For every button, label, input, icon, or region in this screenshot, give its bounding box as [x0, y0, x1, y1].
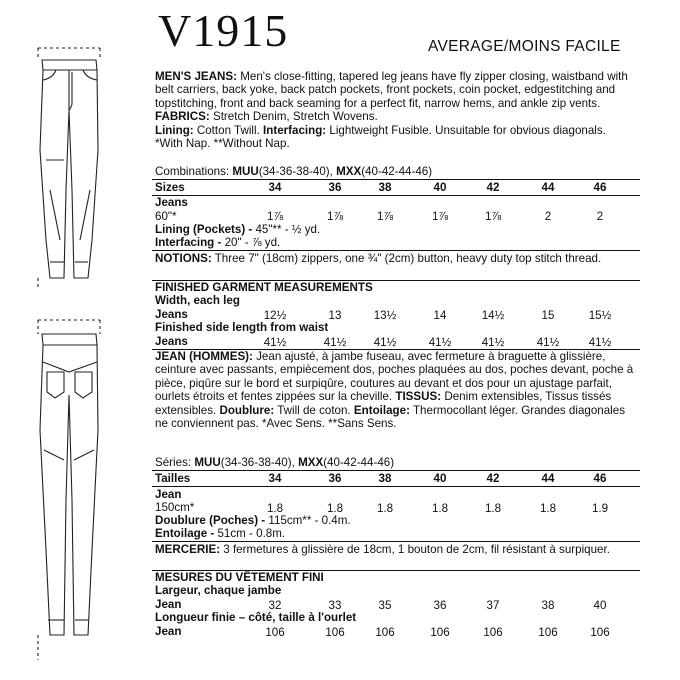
fr-doublure-row: Doublure (Poches) - 115cm** - 0.4m.	[155, 514, 351, 527]
en-jeans-width-label: Jeans	[155, 308, 188, 321]
fr-series: Séries: MUU(34-36-38-40), MXX(40-42-44-46)	[155, 456, 395, 469]
jeans-front-illustration	[20, 40, 120, 300]
en-lining-row: Lining (Pockets) - 45"** - ½ yd.	[155, 223, 321, 236]
fr-jean-length-label: Jean	[155, 625, 182, 638]
fr-jean-width-label: Jean	[155, 598, 182, 611]
en-width-leg: Width, each leg	[155, 294, 240, 307]
en-description: MEN'S JEANS: Men's close-fitting, tapered leg jeans have fly zipper closing, waistband with belt carriers, back yoke, back patch pockets, front pockets, coin pocket, edgestitching and topstitching, front and back seaming for a perfect fit, narrow hems, and ankle zip vents. FABRICS: Stretch Denim, Stretch Wovens. Lining: Cotton Twill. Interfacing: Lightweight Fusible. Unsuitable for obvious diagonals. *With Nap. **Without Nap.	[155, 70, 628, 151]
en-sizes-label: Sizes	[155, 181, 185, 194]
en-side-length: Finished side length from waist	[155, 321, 329, 334]
en-combinations: Combinations: MUU(34-36-38-40), MXX(40-42-44-46)	[155, 165, 433, 178]
pattern-number: V1915	[158, 5, 289, 56]
en-jeans-length-label: Jeans	[155, 335, 188, 348]
en-fabric-width: 60"*	[155, 210, 177, 223]
fr-description: JEAN (HOMMES): Jean ajusté, à jambe fuseau, avec fermeture à braguette à glissière, ceinture avec passants, empiècement dos, poches plaquées au dos, poches devant, poche à pièce, piqûre sur le bord et surpiqûre, coutures au devant et dos pour un ajustage parfait, ourlets étroits et fentes zippées sur la cheville. TISSUS: Denim extensibles, Tissus tissés extensibles. Doublure: Twill de coton. Entoilage: Thermocollant léger. Grandes diagonales ne conviennent pas. *Avec Sens. **Sans Sens.	[155, 350, 634, 431]
fr-jean-label: Jean	[155, 488, 182, 501]
en-jeans-label: Jeans	[155, 196, 188, 209]
fr-longueur: Longueur finie – côté, taille à l'ourlet	[155, 611, 357, 624]
fr-entoilage-row: Entoilage - 51cm - 0.8m.	[155, 527, 286, 540]
difficulty-level: AVERAGE/MOINS FACILE	[428, 38, 621, 55]
jeans-back-illustration	[20, 300, 120, 670]
fr-mercerie: MERCERIE: 3 fermetures à glissière de 18cm, 1 bouton de 2cm, fil résistant à surpiquer.	[155, 543, 610, 556]
fr-sizes-label: Tailles	[155, 472, 191, 485]
en-notions: NOTIONS: Three 7" (18cm) zippers, one ¾" (2cm) button, heavy duty top stitch thread.	[155, 252, 602, 265]
fr-fabric-width: 150cm*	[155, 501, 195, 514]
fr-largeur: Largeur, chaque jambe	[155, 584, 282, 597]
en-interfacing-row: Interfacing - 20" - ⅞ yd.	[155, 236, 281, 249]
en-fgm-title: FINISHED GARMENT MEASUREMENTS	[155, 281, 373, 294]
fr-mvf-title: MESURES DU VÊTEMENT FINI	[155, 571, 324, 584]
